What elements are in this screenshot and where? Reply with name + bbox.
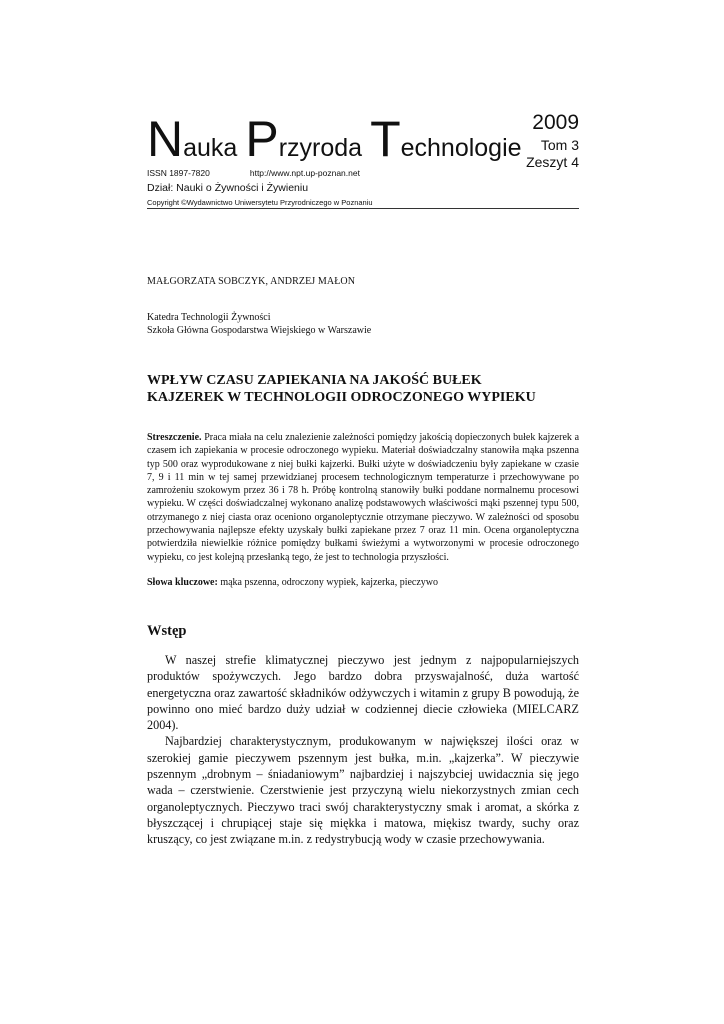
journal-year: 2009: [532, 111, 579, 134]
header-divider: [147, 208, 579, 209]
issn-line: [147, 168, 360, 178]
keywords: [147, 577, 579, 588]
journal-section: Dział: Nauki o Żywności i Żywieniu: [147, 182, 309, 194]
paragraph: W naszej strefie klimatycznej pieczywo jest jednym z najpopularniejszych produktów spożywczych. Jego bardzo dobra przyswajalność, duża wartość energetyczna oraz zawartość składników odżywczych i witamin z grupy B powodują, że powinno ono mieć bardzo duży udział w codziennej diecie człowieka (MIELCARZ 2004).: [147, 653, 579, 733]
body-text: [147, 652, 579, 848]
title-initial: N: [147, 111, 184, 167]
article-title: [147, 372, 579, 406]
title-initial: P: [245, 111, 279, 167]
keywords-label: Słowa kluczowe:: [147, 577, 218, 588]
issn: ISSN 1897-7820: [147, 168, 210, 178]
section-heading: Wstęp: [147, 623, 187, 639]
affiliation-department: Katedra Technologii Żywności: [147, 312, 271, 323]
article-title-line: KAJZEREK W TECHNOLOGII ODROCZONEGO WYPIEKU: [147, 390, 536, 405]
abstract: [147, 431, 579, 564]
journal-title: [147, 111, 522, 167]
article-title-line: WPŁYW CZASU ZAPIEKANIA NA JAKOŚĆ BUŁEK: [147, 373, 482, 388]
journal-url[interactable]: http://www.npt.up-poznan.net: [249, 168, 360, 178]
title-initial: T: [370, 111, 401, 167]
abstract-text: Praca miała na celu znalezienie zależności pomiędzy jakością dopieczonych bułek kajzerek a czasem ich zapiekania w procesie odroczonego wypieku. Materiał doświadczalny stanowiła mąka pszenna typ 500 oraz wyprodukowane z niej bułki kajzerki. Bułki użyte w doświadczeniu były zapiekane w czasie 7, 9 i 11 min w tej samej przewidzianej procesem technologicznym temperaturze i przechowywane po zamrożeniu szokowym przez 36 i 78 h. Próbę kontrolną stanowiły bułki poddane normalnemu procesowi wypieku. W części doświadczalnej wykonano analizę podstawowych właściwości mąki pszennej typu 500, otrzymanego z niej ciasta oraz oceniono organoleptycznie otrzymane pieczywo. W zależności od sposobu przechowywania najlepsze efekty uzyskały bułki zapiekane przez 7 oraz 11 min. Ocena organoleptyczna potwierdziła niewielkie różnice pomiędzy bułkami świeżymi a wytworzonymi w procesie odroczonego wypieku, co jest kolejną przesłanką tego, że jest to technologia przyszłości.: [147, 432, 580, 563]
paragraph: Najbardziej charakterystycznym, produkowanym w największej ilości oraz w szerokiej gamie pieczywem pszennym jest bułka, m.in. „kajzerka”. W pieczywie pszennym „drobnym – śniadaniowym” najbardziej i najszybciej uwidacznia się jego wada – czerstwienie. Czerstwienie jest przyczyną wielu niekorzystnych zmian cech organoleptycznych. Pieczywo traci swój charakterystyczny smak i aromat, a skórka z błyszczącej i chrupiącej staje się miękka i matowa, miękisz twardy, suchy oraz kruszący, co jest związane m.in. z redystrybucją wody w czasie przechowywania.: [147, 734, 579, 847]
journal-issue: Zeszyt 4: [526, 154, 579, 170]
journal-header: [147, 104, 579, 210]
copyright: Copyright ©Wydawnictwo Uniwersytetu Przyrodniczego w Poznaniu: [147, 198, 373, 207]
title-word: auka: [183, 134, 238, 162]
journal-volume: Tom 3: [540, 137, 579, 153]
title-word: rzyroda: [278, 134, 363, 162]
affiliation-university: Szkoła Główna Gospodarstwa Wiejskiego w Warszawie: [147, 325, 372, 336]
authors: MAŁGORZATA SOBCZYK, ANDRZEJ MAŁON: [147, 276, 356, 287]
title-word: echnologie: [400, 134, 522, 162]
abstract-label: Streszczenie.: [147, 432, 202, 443]
affiliation: [147, 311, 579, 337]
keywords-text: mąka pszenna, odroczony wypiek, kajzerka, pieczywo: [220, 577, 439, 588]
